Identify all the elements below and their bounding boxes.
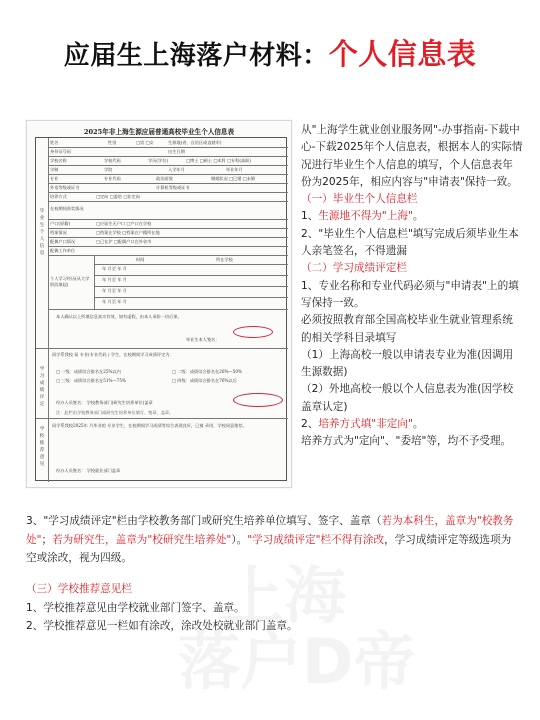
form-cell: 入学年月 bbox=[168, 167, 185, 172]
form-cell: 在校期间获奖情况 bbox=[50, 206, 84, 211]
form-cell: □档案在学校 □档案在户籍所在地 bbox=[96, 230, 160, 235]
section-2-item-1: 1、专业名称和专业代码必须与"申请表"上的填写保持一致。 bbox=[301, 279, 519, 309]
section-3-heading: （三）学校推荐意见栏 bbox=[26, 583, 132, 595]
p3-red-1: 若为本科生，盖章为"校教务处" bbox=[26, 515, 514, 546]
item-end: 。 bbox=[412, 418, 424, 431]
form-cell: 配偶户口情况 bbox=[50, 239, 76, 244]
title-part-2: 个人信息表 bbox=[328, 37, 477, 71]
recommend-text: 同学系我校2025年 月毕业的 专业学生，在校期间学习成绩等综合表现良好，已被 录用，学校同意推荐。 bbox=[52, 423, 247, 428]
form-cell: 身份证号码 bbox=[50, 149, 71, 154]
form-cell: 年 月至 年 月 bbox=[102, 299, 127, 304]
item-number: 2、 bbox=[301, 418, 319, 431]
grade-note: 注：此栏由学校教务部门或研究生培养单位填写、签章、盖章。 bbox=[56, 410, 174, 415]
form-cell: 姓名 bbox=[50, 140, 59, 145]
form-cell: 学校代码 bbox=[104, 158, 121, 163]
p3-text-c: ）。 bbox=[231, 533, 248, 546]
signature-highlight-oval bbox=[233, 326, 273, 338]
form-cell: 生源地(省、自治区或直辖市) bbox=[168, 140, 222, 145]
form-cell: □已在沪 □配偶户口在外省市 bbox=[96, 239, 152, 244]
form-cell: 学院 bbox=[104, 167, 113, 172]
form-cell: 计算机等级或证书 bbox=[156, 185, 190, 190]
form-cell: □博士 □硕士 □本科 □专科(高职) bbox=[186, 158, 251, 163]
section-3-item-1: 1、学校推荐意见由学校就业部门签字、盖章。 bbox=[26, 601, 245, 614]
recommend-signature-line: 经办人员签名： 学校就业部门盖章 bbox=[56, 468, 121, 473]
signature-label: 毕业生本人签名： bbox=[186, 337, 220, 342]
section-1-item-2: 2、"毕业生个人信息栏"填写完成后须毕业生本人亲笔签名，不得遗漏 bbox=[301, 227, 519, 258]
grade-option-3: □ 三级：成绩综合排名在51%—75% bbox=[56, 378, 126, 383]
form-cell: □男 □女 bbox=[136, 140, 154, 145]
item-red-text: 生源地不得为"上海" bbox=[318, 210, 413, 223]
form-cell: 年 月至 年 月 bbox=[102, 288, 127, 293]
form-cell: 外语等级或证书 bbox=[50, 185, 80, 190]
section-2-note: 必须按照教育部全国高校毕业生就业管理系统的相关学科目录填写 bbox=[301, 314, 513, 344]
form-cell: 档案情况 bbox=[50, 230, 67, 235]
section-label-recommend: 学校推荐意见 bbox=[39, 427, 45, 467]
form-grid bbox=[35, 137, 287, 481]
form-cell: 年 月至 年 月 bbox=[102, 266, 127, 271]
bottom-paragraph-3 bbox=[26, 512, 518, 568]
form-cell: 专业代码 bbox=[104, 176, 121, 181]
item-end: 。 bbox=[412, 210, 424, 223]
intro-paragraph: 从"上海学生就业创业服务网"-办事指南-下载中心-下载2025年个人信息表，根据本人的实际情况进行毕业生个人信息的填写，个人信息表年份为2025年，相应内容与"申请表"保持一致。 bbox=[301, 124, 523, 188]
form-cell: 时间 bbox=[136, 257, 145, 262]
item-number: 1、 bbox=[301, 210, 319, 223]
section-label-grade: 学习成绩评定 bbox=[39, 367, 45, 407]
section-label-personal: 毕业生个人信息 bbox=[39, 209, 45, 256]
watermark-line-2: 落户D帝 bbox=[178, 625, 416, 698]
form-cell: 学历(学位) bbox=[148, 158, 169, 163]
form-cell: 政治面貌 bbox=[156, 176, 173, 181]
grade-option-1: □ 一级：成绩综合排名在25%以内 bbox=[56, 369, 121, 374]
section-3-block bbox=[26, 580, 518, 636]
form-cell: 毕业年月 bbox=[226, 167, 243, 172]
form-cell: 学制 bbox=[50, 167, 59, 172]
section-2-sub-2: （2）外地高校一般以个人信息表为准(因学校盖章认定) bbox=[301, 383, 514, 413]
form-cell: 户口(原籍) bbox=[50, 221, 71, 226]
grade-option-4: □ 四级：成绩综合排名在76%以后 bbox=[172, 378, 237, 383]
section-2-heading: （二）学习成绩评定栏 bbox=[301, 262, 407, 275]
form-cell: □应届生无户口 □户口在学校 bbox=[96, 221, 152, 226]
form-cell: 婚姻状况 □已婚 □未婚 bbox=[211, 176, 256, 181]
p3-red-3: "学习成绩评定"栏不得有涂改 bbox=[247, 533, 385, 546]
section-3-item-2: 2、学校推荐意见一栏如有涂改，涂改处校就业部门盖章。 bbox=[26, 620, 298, 633]
grade-signature-line: 经办人员签名： 学校教务部门(研究生培养单位)盖章 bbox=[56, 400, 153, 405]
grade-highlight-oval bbox=[233, 393, 283, 407]
form-cell: 专业 bbox=[50, 176, 59, 181]
p3-text-d: ，学习成绩评定等级选项为空或涂改，视为四级。 bbox=[26, 533, 512, 565]
form-cell: 学校名称 bbox=[50, 158, 67, 163]
right-column-text bbox=[301, 122, 523, 451]
grade-option-2: □ 二级：成绩综合排名在26%—50% bbox=[172, 369, 242, 374]
section-1-item-1 bbox=[301, 208, 523, 225]
form-cell: 培养方式 bbox=[50, 194, 67, 199]
grade-text: 同学系我校 届 专业(专业代码 ) 学生，在校期间学习成绩评定为： bbox=[52, 352, 174, 357]
section-1-heading: （一）毕业生个人信息栏 bbox=[301, 193, 418, 206]
section-2-sub-1: （1）上海高校一般以申请表专业为准(因调用生源数据) bbox=[301, 348, 514, 379]
form-cell: 配偶工作单位 bbox=[50, 248, 76, 253]
title-part-1: 应届生上海落户材料： bbox=[63, 41, 329, 71]
personal-info-form-image bbox=[26, 120, 292, 488]
watermark-line-1: 上海 bbox=[222, 559, 347, 632]
form-cell: 所在学校 bbox=[216, 257, 233, 262]
page-title bbox=[0, 32, 540, 73]
form-cell: 出生日期 bbox=[168, 149, 185, 154]
study-history-label: 个人学习经历(从大学阶段填起) bbox=[50, 276, 90, 287]
p3-text-a: 3、"学习成绩评定"栏由学校教务部门或研究生培养单位填写、签字、盖章（ bbox=[26, 515, 382, 527]
section-2-item-2-note: 培养方式为"定向"、"委培"等，均不予受理。 bbox=[301, 435, 512, 448]
form-cell: 性别 bbox=[108, 140, 117, 145]
section-2-item-2 bbox=[301, 416, 523, 433]
declaration-text: 本人确认以上所填信息真实有效，如有虚假，由本人承担一切后果。 bbox=[56, 314, 182, 319]
form-title: 2025年非上海生源应届普通高校毕业生个人信息表 bbox=[83, 128, 235, 136]
form-cell: 年 月至 年 月 bbox=[102, 277, 127, 282]
item-red-text: 培养方式填"非定向" bbox=[318, 418, 413, 431]
p3-text-b: ； bbox=[41, 533, 53, 546]
form-cell: □定向 □委培 □非定向 bbox=[96, 194, 140, 199]
p3-red-2: 若为研究生，盖章为"校研究生培养处" bbox=[52, 533, 232, 546]
